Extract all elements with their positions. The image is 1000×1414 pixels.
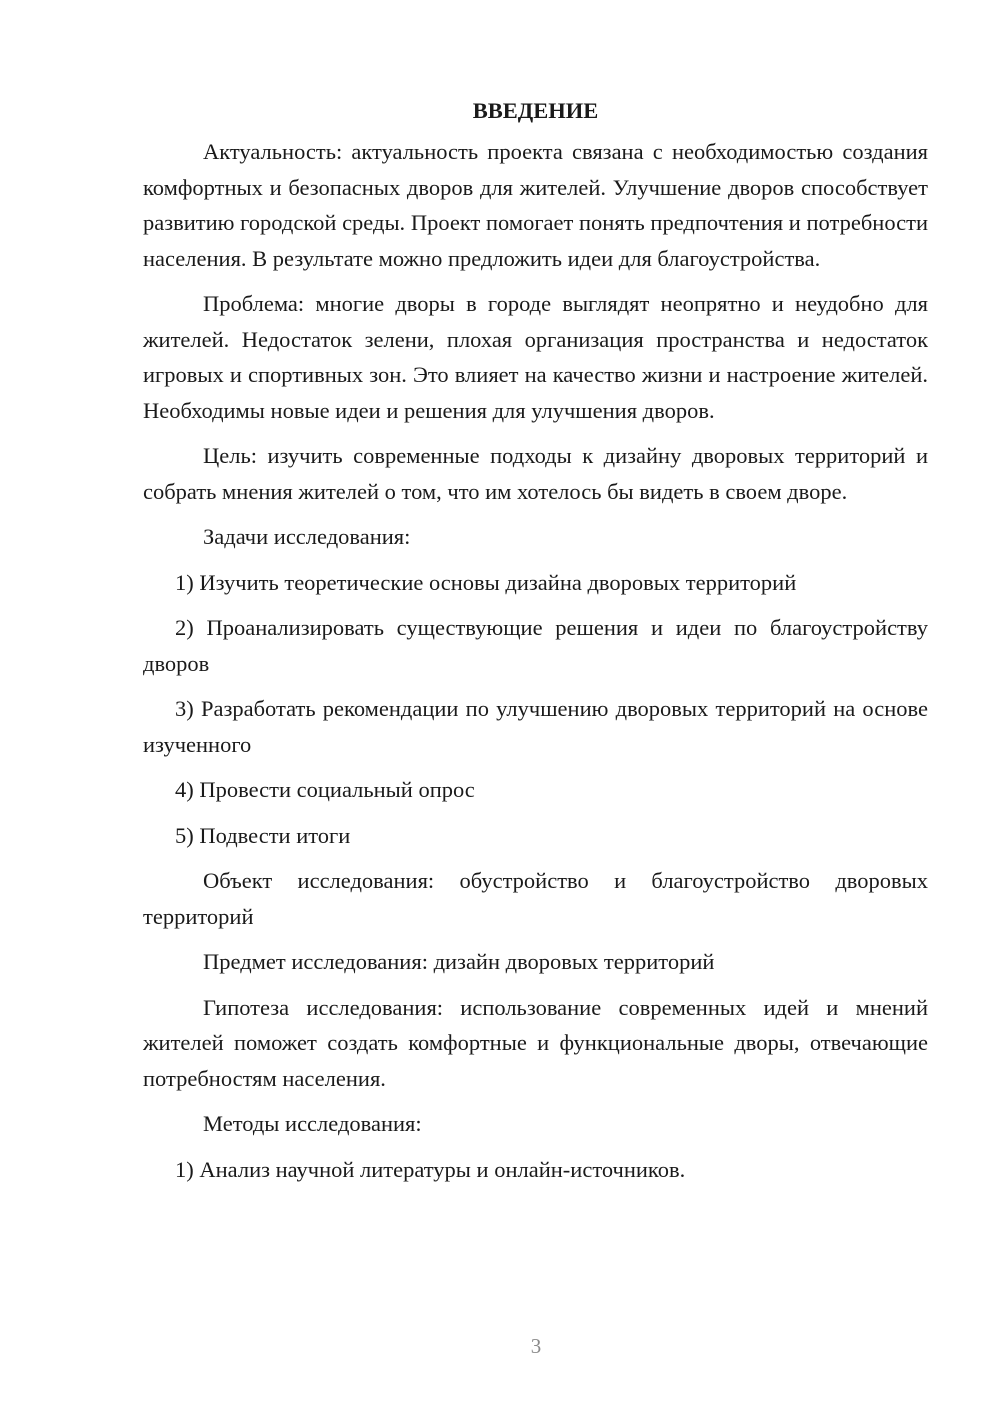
paragraph-subject: Предмет исследования: дизайн дворовых территорий: [203, 949, 715, 974]
paragraph-hypothesis: Гипотеза исследования: использование современных идей и мнений жителей поможет создать комфортные и функциональные дворы, отвечающие потребностям населения.: [143, 994, 928, 1091]
page-content: [143, 96, 928, 1197]
page-number: 3: [530, 1334, 542, 1358]
task-item-1: 1) Изучить теоретические основы дизайна дворовых территорий: [175, 569, 797, 595]
paragraph-relevance: Актуальность: актуальность проекта связана с необходимостью создания комфортных и безопасных дворов для жителей. Улучшение дворов способствует развитию городской среды. Проект помогает понять предпочтения и потребности населения. В результате можно предложить идеи для благоустройства.: [143, 139, 928, 271]
task-item-2: 2) Проанализировать существующие решения и идеи по благоустройству дворов: [143, 615, 928, 676]
paragraph-methods-title: Методы исследования:: [203, 1111, 422, 1136]
task-item-5: 5) Подвести итоги: [175, 822, 351, 848]
paragraph-goal: Цель: изучить современные подходы к дизайну дворовых территорий и собрать мнения жителей о том, что им хотелось бы видеть в своем дворе.: [143, 443, 928, 504]
method-item-1: 1) Анализ научной литературы и онлайн-источников.: [175, 1156, 686, 1182]
task-item-4: 4) Провести социальный опрос: [175, 777, 475, 802]
task-item-3: 3) Разработать рекомендации по улучшению дворовых территорий на основе изученного: [143, 696, 928, 757]
paragraph-object: Объект исследования: обустройство и благоустройство дворовых территорий: [143, 868, 928, 929]
paragraph-problem: Проблема: многие дворы в городе выглядят неопрятно и неудобно для жителей. Недостаток зелени, плохая организация пространства и недостаток игровых и спортивных зон. Это влияет на качество жизни и настроение жителей. Необходимы новые идеи и решения для улучшения дворов.: [143, 291, 928, 423]
paragraph-tasks-title: Задачи исследования:: [203, 524, 411, 549]
page-title: ВВЕДЕНИЕ: [472, 98, 599, 123]
